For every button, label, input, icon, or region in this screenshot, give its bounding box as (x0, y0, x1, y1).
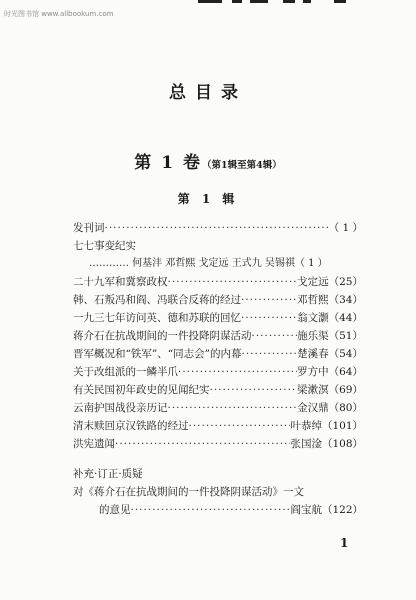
dot-leader (168, 273, 298, 291)
toc-entry-page: （ 1 ） (328, 222, 363, 234)
toc-subsection-heading (73, 465, 363, 483)
table-of-contents (73, 219, 363, 519)
top-edge-mark (283, 0, 295, 3)
top-edge-mark (198, 0, 222, 3)
toc-entry-title: 洪宪遗闻 (73, 438, 115, 450)
toc-entry[interactable] (73, 501, 363, 519)
toc-entry[interactable] (73, 345, 363, 363)
toc-entry[interactable] (73, 219, 363, 237)
toc-entry-title: 韩、石叛冯和阎、冯联合反蒋的经过 (73, 294, 241, 306)
toc-entry-author-page: 叶恭绰（101） (290, 420, 363, 432)
top-edge-mark (303, 0, 311, 3)
toc-entry-author-page: 金汉鼎（80） (297, 402, 363, 414)
toc-entry[interactable] (73, 291, 363, 309)
toc-entry-author-page: 罗方中（64） (297, 366, 363, 378)
toc-entry-title: 有关民国初年政史的见闻纪实 (73, 384, 210, 396)
toc-entry[interactable] (73, 435, 363, 453)
top-edge (0, 0, 416, 8)
toc-entry[interactable] (73, 381, 363, 399)
toc-entry-author-page: 施乐渠（51） (297, 330, 363, 342)
toc-entry[interactable] (73, 309, 363, 327)
toc-entry-title: 对《蒋介石在抗战期间的一件投降阴谋活动》一文 (73, 486, 304, 498)
supplement-heading: 补充·订正·质疑 (73, 468, 143, 480)
toc-entry[interactable] (73, 483, 363, 501)
volume-heading (0, 148, 416, 173)
dot-leader (252, 327, 298, 345)
dot-leader (210, 381, 298, 399)
dot-leader (105, 219, 329, 237)
toc-entry-title: 清末赎回京汉铁路的经过 (73, 420, 189, 432)
toc-entry-author-page: 楚溪春（54） (297, 348, 363, 360)
toc-entry[interactable] (73, 417, 363, 435)
toc-entry-author-page: 张国淦（108） (290, 438, 363, 450)
toc-entry-author-page: 戈定远（25） (297, 276, 363, 288)
toc-entry-title: 晋军概况和“铁军”、“同志会”的内幕 (73, 348, 242, 360)
toc-entry-title: 一九三七年访问英、德和苏联的回忆 (73, 312, 241, 324)
toc-entry[interactable] (73, 327, 363, 345)
section-heading: 第 1 辑 (177, 192, 239, 206)
toc-entry-author-page: 翁文灏（44） (297, 312, 363, 324)
dot-leader (131, 501, 291, 519)
toc-entry-title: 二十九军和冀察政权 (73, 276, 168, 288)
toc-entry-author-page: 邓哲熙（34） (297, 294, 363, 306)
toc-authors-line: ………… 何基沣 邓哲熙 戈定远 王式九 吴锡祺（ 1 ） (89, 258, 328, 269)
top-edge-mark (250, 0, 268, 3)
toc-entry[interactable] (73, 273, 363, 291)
page-title: 总目录 (169, 83, 247, 103)
dot-leader (241, 291, 297, 309)
toc-entry-title: 云南护国战役亲历记 (73, 402, 168, 414)
toc-entry-author-page: 阎宝航（122） (290, 504, 363, 516)
top-edge-mark (334, 0, 346, 3)
dot-leader (178, 363, 297, 381)
toc-entry-title: 七七事变纪实 (73, 240, 136, 252)
dot-leader (241, 309, 297, 327)
toc-entry[interactable] (73, 363, 363, 381)
dot-leader (241, 345, 297, 363)
toc-entry-title: 蒋介石在抗战期间的一件投降阴谋活动 (73, 330, 252, 342)
volume-label: 第 1 卷 (134, 153, 202, 173)
top-edge-mark (232, 0, 242, 3)
dot-leader (115, 435, 290, 453)
dot-leader (189, 417, 291, 435)
page-number: 1 (340, 536, 349, 550)
toc-entry-title: 发刊词 (73, 222, 105, 234)
toc-entry-title: 关于改组派的一鳞半爪 (73, 366, 178, 378)
toc-entry[interactable] (73, 237, 363, 255)
toc-entry-author-page: 梁漱溟（69） (297, 384, 363, 396)
watermark: 时光图书馆 www.allbookum.com (4, 10, 114, 18)
volume-range: （第1辑至第4辑） (201, 160, 282, 171)
toc-entry[interactable] (73, 399, 363, 417)
toc-entry-title: 的意见 (99, 504, 131, 516)
dot-leader (168, 399, 298, 417)
spacer (73, 453, 363, 465)
